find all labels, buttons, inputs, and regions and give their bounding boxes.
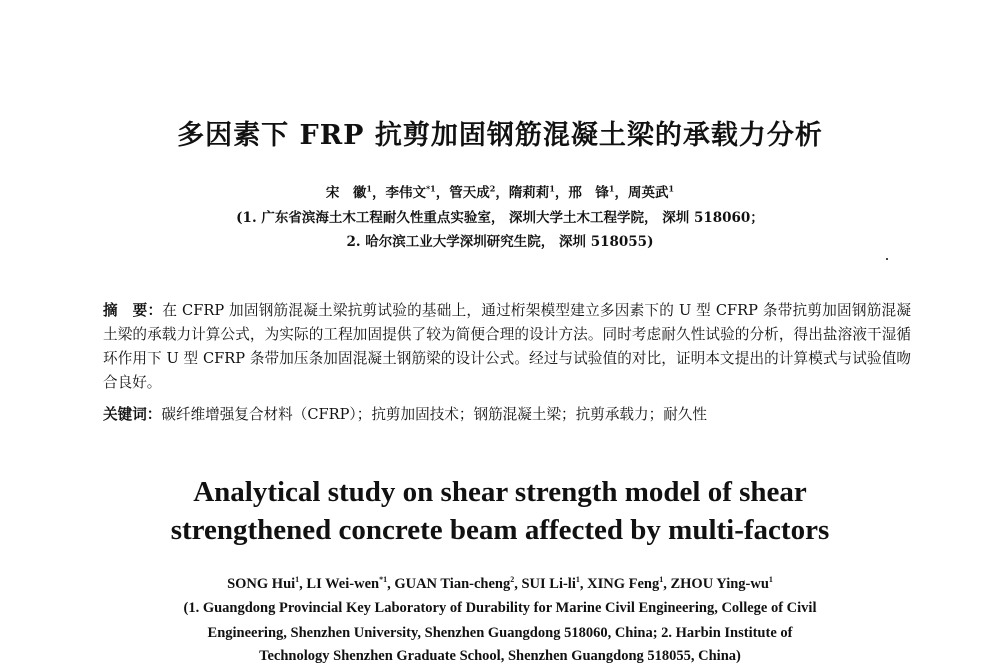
chinese-abstract bbox=[103, 299, 911, 395]
abstract-label: 摘 要： bbox=[103, 302, 163, 319]
english-author-separator: , bbox=[579, 576, 588, 592]
chinese-author-affiliation-mark: *1 bbox=[426, 183, 436, 194]
chinese-author-separator: ， bbox=[435, 185, 450, 201]
english-author-affiliation-mark: 1 bbox=[295, 575, 300, 585]
chinese-author-name: 宋 徽 bbox=[325, 185, 367, 201]
english-author-affiliation-mark: 2 bbox=[510, 575, 515, 585]
english-author-affiliation-mark: 1 bbox=[659, 575, 664, 585]
chinese-author-affiliation-mark: 2 bbox=[489, 183, 496, 194]
chinese-author-separator: ， bbox=[372, 185, 386, 201]
keywords-text: 碳纤维增强复合材料（CFRP）；抗剪加固技术；钢筋混凝土梁；抗剪承载力；耐久性 bbox=[161, 406, 707, 423]
english-author-name: GUAN Tian-cheng bbox=[394, 576, 511, 592]
chinese-author-affiliation-mark: 1 bbox=[549, 183, 555, 194]
english-author-separator: , bbox=[663, 576, 671, 592]
chinese-author-name: 管天成 bbox=[449, 185, 490, 201]
chinese-author-separator: ， bbox=[495, 185, 509, 201]
keywords-label: 关键词： bbox=[103, 406, 162, 423]
chinese-affiliation-line-1: (1. 广东省滨海土木工程耐久性重点实验室， 深圳大学土木工程学院， 深圳 518060； bbox=[236, 210, 764, 226]
chinese-author-affiliation-mark: 1 bbox=[366, 183, 372, 194]
english-author-affiliation-mark: 1 bbox=[575, 575, 580, 585]
english-affiliation-line-2: Engineering, Shenzhen University, Shenzhen Guangdong 518060, China; 2. Harbin Institute of bbox=[207, 625, 793, 641]
chinese-author-name: 李伟文 bbox=[385, 185, 426, 201]
chinese-author-affiliation-mark: 1 bbox=[608, 183, 615, 194]
english-author-name: LI Wei-wen bbox=[306, 576, 380, 592]
english-author-separator: , bbox=[387, 576, 395, 592]
english-affiliation-line-1: (1. Guangdong Provincial Key Laboratory of Durability for Marine Civil Engineering, College of Civil bbox=[183, 600, 817, 616]
chinese-author-affiliation-mark: 1 bbox=[668, 183, 675, 194]
chinese-author-list bbox=[0, 181, 1000, 201]
english-author-name: ZHOU Ying-wu bbox=[670, 576, 769, 592]
english-author-list bbox=[0, 576, 1000, 593]
english-author-name: SUI Li-li bbox=[521, 576, 576, 592]
english-author-affiliation-mark: *1 bbox=[379, 575, 388, 585]
english-author-separator: , bbox=[299, 576, 307, 592]
chinese-affiliation-line-2: 2. 哈尔滨工业大学深圳研究生院， 深圳 518055) bbox=[346, 234, 654, 250]
abstract-text: 在 CFRP 加固钢筋混凝土梁抗剪试验的基础上，通过桁架模型建立多因素下的 U 型 CFRP 条带抗剪加固钢筋混凝土梁的承载力计算公式，为实际的工程加固提供了较为简便合理的设计方法。同时考虑耐久性试验的分析，得出盐溶液干湿循环作用下 U 型 CFRP 条带加压条加固混凝土钢筋梁的设计公式。经过与试验值的对比，证明本文提出的计算模式与试验值吻合良好。 bbox=[103, 302, 911, 391]
chinese-author-name: 邢 锋 bbox=[568, 185, 609, 201]
chinese-author-name: 周英武 bbox=[627, 185, 669, 201]
chinese-author-separator: ， bbox=[614, 185, 628, 201]
chinese-keywords bbox=[103, 403, 911, 427]
english-title-line-1: Analytical study on shear strength model of shear bbox=[193, 476, 807, 508]
chinese-author-separator: ， bbox=[554, 185, 569, 201]
chinese-title: 多因素下 FRP 抗剪加固钢筋混凝土梁的承载力分析 bbox=[177, 120, 823, 151]
english-title-line-2: strengthened concrete beam affected by multi-factors bbox=[170, 514, 830, 546]
english-author-affiliation-mark: 1 bbox=[768, 575, 773, 585]
english-author-name: SONG Hui bbox=[227, 576, 296, 592]
scan-speck bbox=[886, 258, 888, 260]
english-affiliation-line-3: Technology Shenzhen Graduate School, Shenzhen Guangdong 518055, China) bbox=[259, 648, 741, 664]
chinese-author-name: 隋莉莉 bbox=[508, 185, 550, 201]
english-author-name: XING Feng bbox=[587, 576, 660, 592]
english-author-separator: , bbox=[514, 576, 522, 592]
